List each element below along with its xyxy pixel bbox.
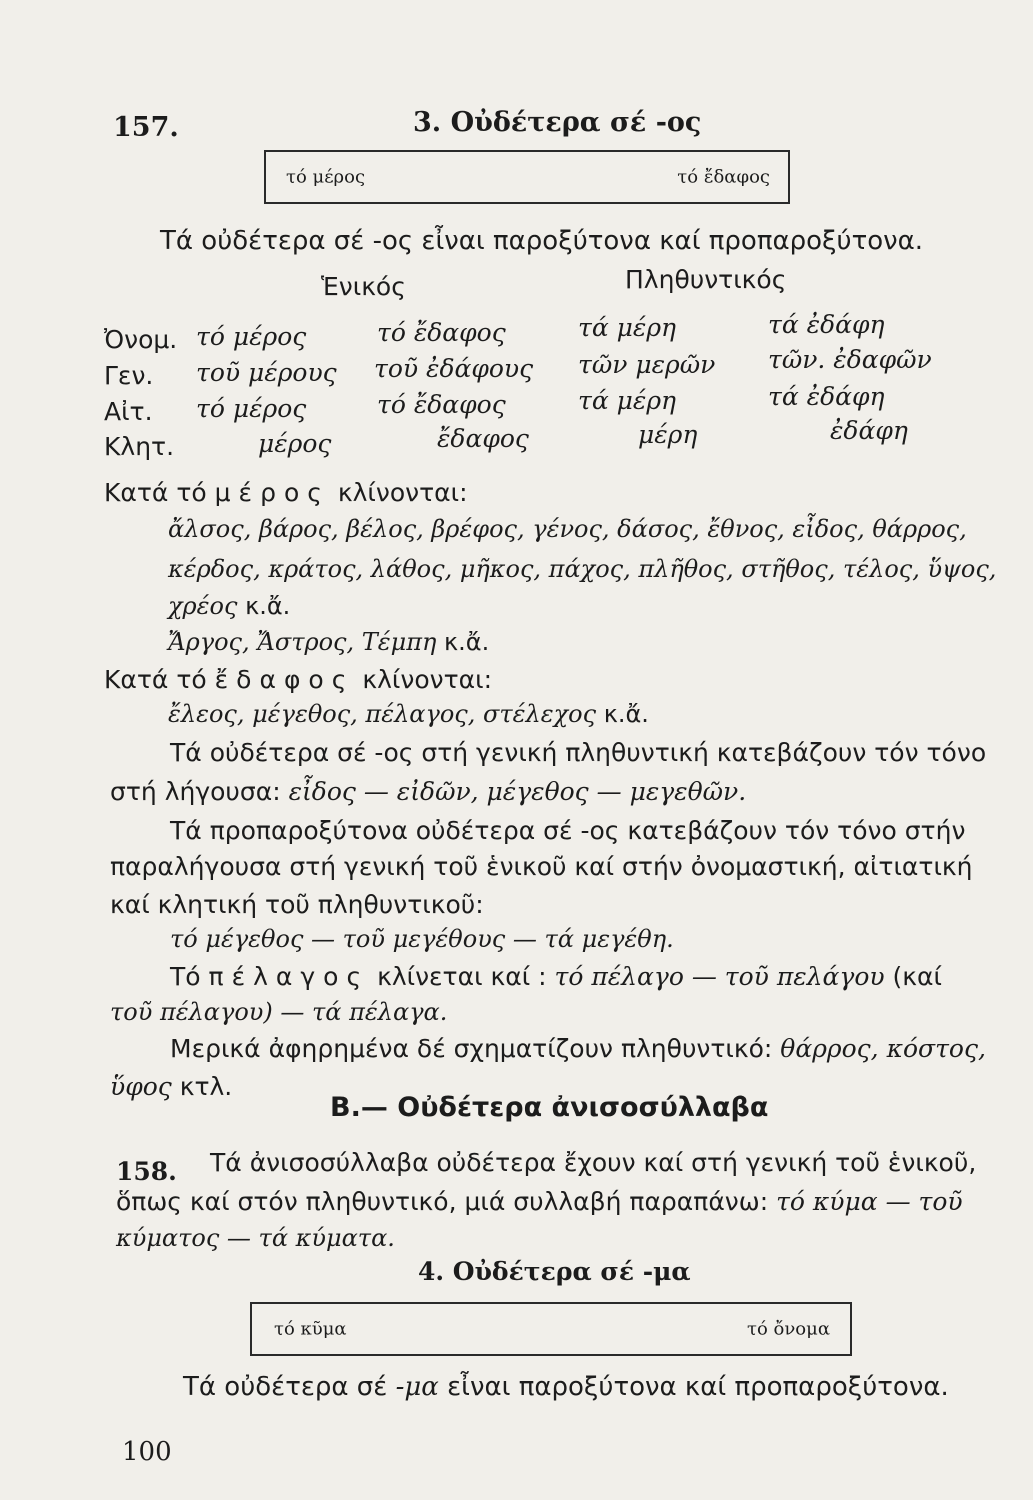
example-box: [264, 150, 790, 204]
section-b-heading: Β.— Οὐδέτερα ἀνισοσύλλαβα: [330, 1092, 769, 1123]
rule-text: Τό: [170, 962, 201, 991]
rule-example: τό πέλαγο — τοῦ πελάγου: [554, 962, 885, 991]
cell-meros: τό μέρος: [196, 394, 307, 423]
rule-word: πέλαγος: [208, 962, 370, 991]
etc-text: κ.ἄ.: [603, 700, 649, 728]
rule-line: καί κλητική τοῦ πληθυντικοῦ:: [110, 890, 484, 919]
cell-meri: τά μέρη: [578, 313, 676, 342]
rule-line: [116, 1187, 963, 1216]
cell-meri: μέρη: [638, 420, 698, 449]
case-label: Αἰτ.: [104, 397, 153, 426]
rule-text: ὅπως καί στόν πληθυντικό, μιά συλλαβή παραπάνω:: [116, 1187, 769, 1216]
cell-edafos: τοῦ ἐδάφους: [374, 354, 534, 383]
example-line: ἄλσος, βάρος, βέλος, βρέφος, γένος, δάσος, ἔθνος, εἶδος, θάρρος,: [168, 515, 967, 543]
lead-word: ἔδαφος: [214, 665, 355, 694]
cell-edafi: τά ἐδάφη: [768, 382, 885, 411]
box-right-word: τό ὄνομα: [747, 1318, 830, 1340]
cell-meros: τοῦ μέρους: [196, 358, 337, 387]
page-number: 100: [122, 1437, 172, 1467]
example-line: [168, 628, 489, 656]
intro-text: Τά οὐδέτερα σέ -ος εἶναι παροξύτονα καί προπαροξύτονα.: [160, 226, 924, 256]
example-line: [168, 592, 290, 620]
cell-meri: τά μέρη: [578, 386, 676, 415]
box-right-word: τό ἔδαφος: [677, 166, 770, 188]
example-line: κέρδος, κράτος, λάθος, μῆκος, πάχος, πλῆθος, στῆθος, τέλος, ὕψος,: [168, 555, 997, 583]
lead-word: μέρος: [214, 478, 330, 507]
intro-part: Τά οὐδέτερα σέ: [183, 1372, 388, 1402]
cell-edafi: τῶν. ἐδαφῶν: [768, 345, 932, 374]
edafos-lead: [104, 665, 492, 694]
etc-text: κ.ἄ.: [444, 628, 490, 656]
example-line: [168, 700, 649, 728]
case-label: Γεν.: [104, 361, 154, 390]
meros-lead: [104, 478, 468, 507]
rule-line: Τά προπαροξύτονα οὐδέτερα σέ -ος κατεβάζουν τόν τόνο στήν: [170, 816, 966, 845]
rule-example: ὕφος: [110, 1072, 172, 1101]
example-words: ἔλεος, μέγεθος, πέλαγος, στέλεχος: [168, 700, 597, 728]
rule-line: παραλήγουσα στή γενική τοῦ ἑνικοῦ καί στήν ὀνομαστική, αἰτιατική: [110, 852, 973, 881]
etc-text: κ.ἄ.: [245, 592, 291, 620]
section-heading: 3. Οὐδέτερα σέ -ος: [413, 107, 702, 138]
section-number-157: 157.: [113, 112, 179, 143]
section-4-heading: 4. Οὐδέτερα σέ -μα: [418, 1257, 691, 1286]
box-left-word: τό κῦμα: [274, 1318, 347, 1340]
intro-part: εἶναι παροξύτονα καί προπαροξύτονα.: [447, 1372, 949, 1402]
rule-line: [170, 1034, 986, 1063]
rule-line: [110, 777, 746, 806]
box-left-word: τό μέρος: [286, 166, 366, 188]
rule-example: τό μέγεθος — τοῦ μεγέθους — τά μεγέθη.: [170, 925, 674, 953]
rule-text: Μερικά ἀφηρημένα δέ σχηματίζουν πληθυντικό:: [170, 1034, 773, 1063]
cell-edafi: ἐδάφη: [830, 416, 908, 445]
rule-line: Τά οὐδέτερα σέ -ος στή γενική πληθυντική κατεβάζουν τόν τόνο: [170, 738, 987, 767]
lead-text: κλίνονται:: [337, 478, 468, 507]
rule-text: (καί: [892, 962, 942, 991]
rule-line: [170, 962, 942, 991]
lead-text: Κατά τό: [104, 478, 207, 507]
intro-suffix: -μα: [395, 1372, 439, 1402]
example-words: Ἄργος, Ἄστρος, Τέμπη: [168, 628, 437, 656]
rule-example: κύματος — τά κύματα.: [116, 1224, 395, 1252]
rule-text: κτλ.: [179, 1072, 233, 1101]
cell-edafos: τό ἔδαφος: [377, 390, 506, 419]
plural-header: Πληθυντικός: [625, 265, 787, 294]
cell-edafos: ἔδαφος: [437, 424, 529, 453]
cell-edafos: τό ἔδαφος: [377, 318, 506, 347]
lead-text: Κατά τό: [104, 665, 207, 694]
cell-meri: τῶν μερῶν: [578, 350, 716, 379]
rule-example: εἶδος — εἰδῶν, μέγεθος — μεγεθῶν.: [288, 777, 747, 806]
rule-example: θάρρος, κόστος,: [780, 1034, 986, 1063]
lead-text: κλίνονται:: [362, 665, 492, 694]
case-label: Κλητ.: [104, 432, 175, 461]
rule-example: τοῦ πέλαγου) — τά πέλαγα.: [110, 998, 448, 1026]
cell-meros: τό μέρος: [196, 322, 307, 351]
cell-edafi: τά ἐδάφη: [768, 310, 885, 339]
rule-text: στή λήγουσα:: [110, 777, 281, 806]
rule-text: κλίνεται καί :: [377, 962, 547, 991]
cell-meros: μέρος: [258, 429, 332, 458]
rule-line: [110, 1072, 232, 1101]
example-words: χρέος: [168, 592, 238, 620]
singular-header: Ἑνικός: [321, 272, 406, 301]
case-label: Ὀνομ.: [104, 325, 178, 354]
rule-example: τό κύμα — τοῦ: [776, 1187, 963, 1216]
example-box: [250, 1302, 852, 1356]
rule-line: Τά ἀνισοσύλλαβα οὐδέτερα ἔχουν καί στή γενική τοῦ ἑνικοῦ,: [210, 1148, 977, 1177]
section-number-158: 158.: [116, 1157, 177, 1186]
intro-text: [183, 1372, 949, 1402]
